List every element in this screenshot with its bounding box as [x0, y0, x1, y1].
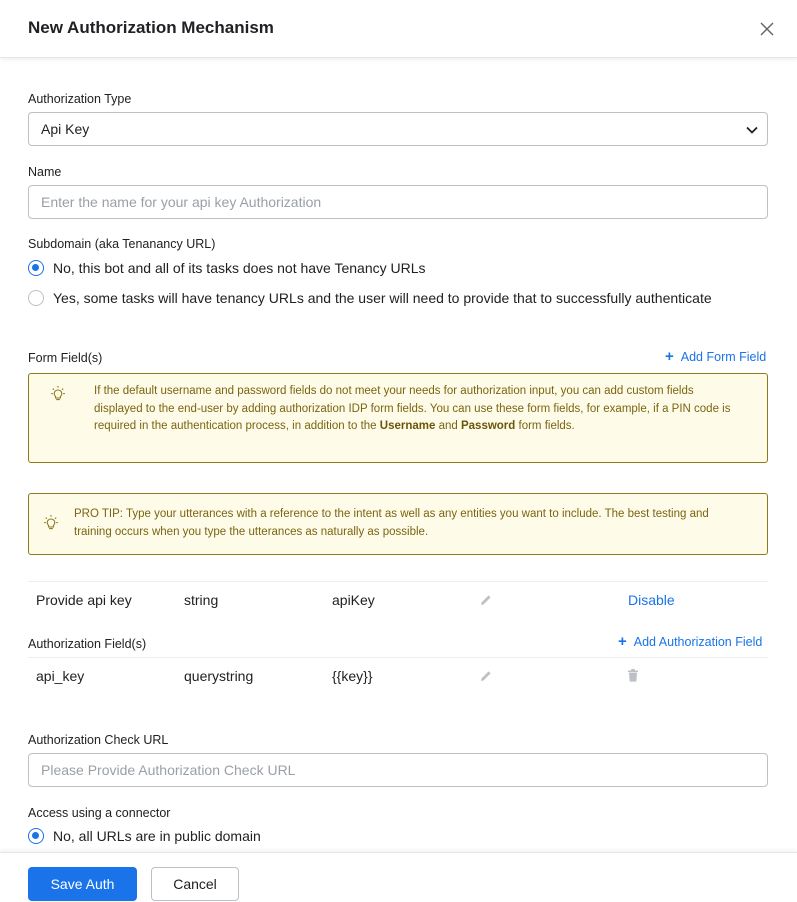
subdomain-option-no-label: No, this bot and all of its tasks does not have Tenancy URLs	[53, 260, 426, 276]
connector-label: Access using a connector	[28, 806, 171, 820]
add-form-field-link[interactable]	[665, 350, 766, 364]
edit-pencil-icon[interactable]	[479, 593, 493, 607]
check-url-label: Authorization Check URL	[28, 733, 169, 747]
save-auth-button[interactable]: Save Auth	[28, 867, 137, 901]
form-fields-info-box	[28, 373, 768, 463]
radio-unselected-icon[interactable]	[28, 290, 44, 306]
form-field-type: string	[184, 592, 219, 608]
dialog-footer	[0, 852, 797, 902]
close-icon[interactable]	[758, 20, 776, 38]
authorization-fields-label: Authorization Field(s)	[28, 637, 147, 651]
info-text-part: and	[435, 420, 461, 432]
authorization-type-value: Api Key	[41, 121, 90, 137]
subdomain-label: Subdomain (aka Tenanancy URL)	[28, 237, 216, 251]
add-authorization-field-link[interactable]	[618, 635, 762, 649]
auth-field-name: api_key	[36, 668, 85, 684]
lightbulb-icon	[42, 514, 60, 532]
subdomain-option-yes-label: Yes, some tasks will have tenancy URLs and the user will need to provide that to successfully authenticate	[53, 290, 712, 306]
add-authorization-field-label: Add Authorization Field	[633, 635, 763, 649]
form-fields-label: Form Field(s)	[28, 351, 103, 365]
radio-selected-icon[interactable]	[28, 828, 44, 844]
form-field-name: Provide api key	[36, 592, 132, 608]
disable-link[interactable]: Disable	[628, 592, 675, 608]
form-field-key: apiKey	[332, 592, 375, 608]
name-input[interactable]	[28, 185, 768, 219]
chevron-down-icon	[745, 123, 759, 137]
cancel-button[interactable]: Cancel	[151, 867, 239, 901]
trash-icon[interactable]	[627, 669, 639, 682]
check-url-input[interactable]	[28, 753, 768, 787]
authorization-type-select[interactable]	[28, 112, 768, 146]
pro-tip-text: PRO TIP: Type your utterances with a reference to the intent as well as any entities you want to include. The best testing and training occurs when you type the utterances as naturally as possible.	[74, 508, 709, 538]
edit-pencil-icon[interactable]	[479, 669, 493, 683]
subdomain-option-yes[interactable]	[28, 290, 712, 306]
pro-tip-box	[28, 493, 768, 555]
auth-field-type: querystring	[184, 668, 254, 684]
radio-selected-icon[interactable]	[28, 260, 44, 276]
name-label: Name	[28, 165, 62, 179]
info-text-username: Username	[379, 420, 436, 432]
connector-option-no-label: No, all URLs are in public domain	[53, 828, 261, 844]
plus-icon: +	[665, 348, 674, 365]
divider	[28, 581, 768, 582]
dialog-title: New Authorization Mechanism	[28, 18, 274, 37]
form-fields-info-text	[94, 383, 739, 436]
authorization-type-label: Authorization Type	[28, 92, 132, 106]
subdomain-option-no[interactable]	[28, 260, 426, 276]
connector-option-no[interactable]	[28, 828, 261, 844]
info-text-part: form fields.	[515, 420, 575, 432]
info-text-part: If the default username and password fields do not meet your needs for authorization input, you can add custom fields displayed to the end-user by adding authorization IDP form fields. You can use these form fields, for example, if a PIN code is required in the authentication process, in addition to the	[94, 385, 731, 432]
add-form-field-label: Add Form Field	[680, 350, 767, 364]
dialog-header	[0, 0, 797, 58]
plus-icon: +	[618, 633, 627, 650]
divider	[28, 657, 768, 658]
lightbulb-icon	[49, 385, 67, 403]
auth-field-value: {{key}}	[332, 668, 373, 684]
info-text-password: Password	[460, 420, 516, 432]
